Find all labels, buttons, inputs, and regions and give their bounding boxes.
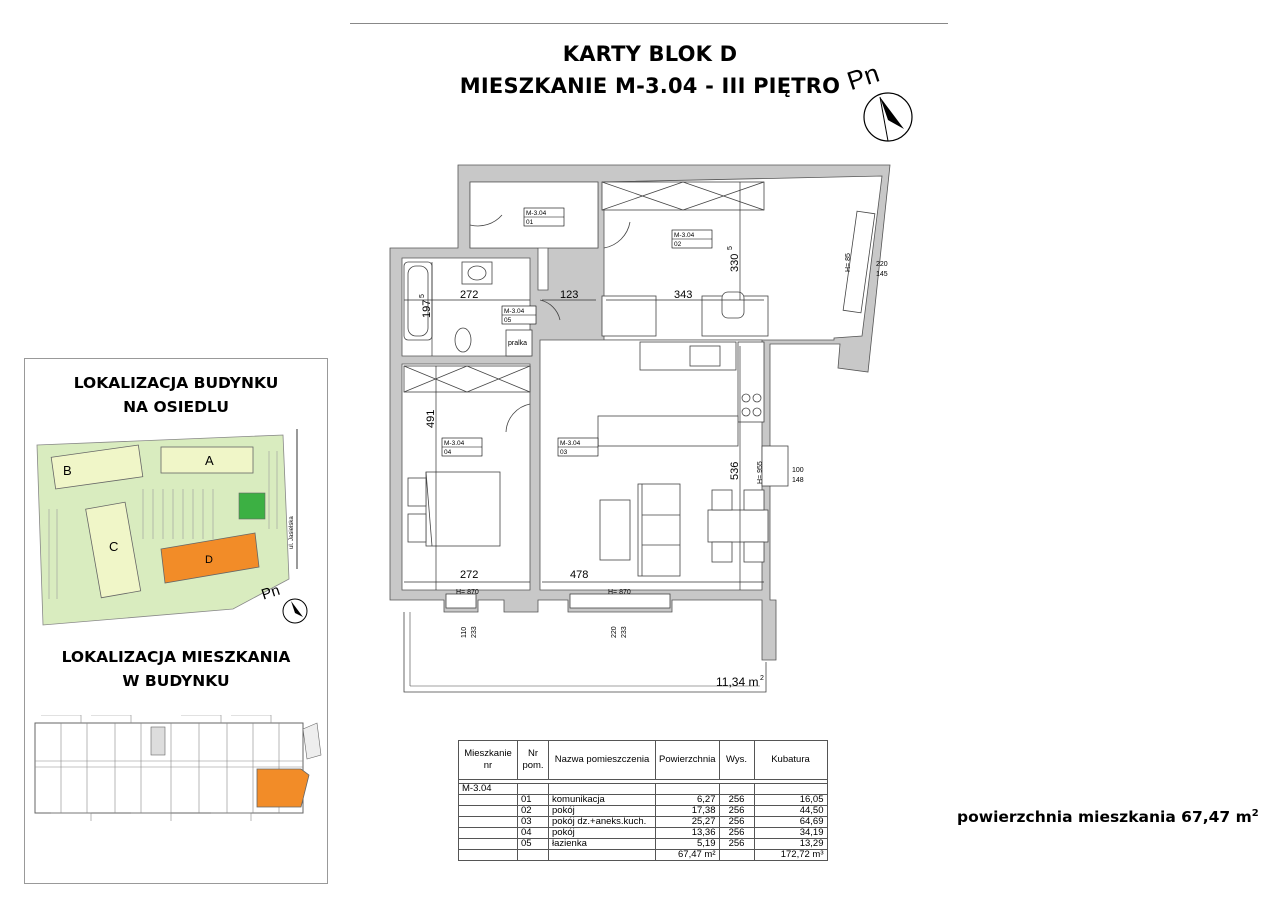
compass-needle-icon: [880, 97, 904, 129]
window-room03: [570, 594, 670, 608]
room-tag-04-nr: 04: [444, 449, 452, 456]
pralka-label: pralka: [508, 340, 528, 347]
toilet-icon: [455, 328, 471, 352]
building-label-c: C: [109, 539, 119, 554]
balcony-area: 11,34 m: [716, 675, 759, 689]
svg-text:148: 148: [792, 477, 804, 484]
desk-room02: [602, 296, 656, 336]
window-room04: [446, 594, 476, 608]
room-tag-03-nr: 03: [560, 449, 568, 456]
north-label: Pn: [843, 57, 883, 97]
room-tag-02-nr: 02: [674, 241, 682, 248]
building-label-d: D: [205, 554, 213, 566]
svg-text:233: 233: [471, 626, 478, 638]
apartment-row: M-3.04: [459, 784, 828, 795]
park-icon: [239, 493, 265, 519]
hob-icon: [742, 394, 750, 402]
room-tag-05-apt: M-3.04: [504, 308, 525, 315]
svg-text:H= 955: H= 955: [757, 461, 764, 484]
building-floor-plan: [31, 715, 323, 827]
page-title: KARTY BLOK D: [562, 42, 738, 66]
site-title-1: LOKALIZACJA BUDYNKU: [73, 374, 279, 392]
building-title-1: LOKALIZACJA MIESZKANIA: [61, 648, 291, 666]
svg-text:220: 220: [876, 261, 888, 268]
total-volume: 172,72 m³: [754, 850, 827, 861]
room-table-header: Mieszkanie nr Nr pom. Nazwa pomieszczenia Powierzchnia Wys. Kubatura: [459, 741, 828, 780]
table-total-row: [459, 850, 828, 861]
dim-491: 491: [425, 409, 437, 428]
total-area: 67,47 m²: [656, 850, 720, 861]
coffee-table: [600, 500, 630, 560]
dim-343: 343: [674, 289, 693, 301]
table-row: 02 pokój 17,38 256 44,50: [459, 806, 828, 817]
kitchen-sink-icon: [690, 346, 720, 366]
room-table: [458, 740, 828, 861]
room-tag-02-apt: M-3.04: [674, 232, 695, 239]
bed-icon: [426, 472, 500, 546]
apartment-area-summary: powierzchnia mieszkania 67,47 $m^2$: [957, 808, 1259, 827]
table-row: 04 pokój 13,36 256 34,19: [459, 828, 828, 839]
svg-text:5: 5: [727, 246, 734, 250]
svg-text:5: 5: [419, 294, 426, 298]
dim-197: 197: [421, 299, 433, 318]
window-room03-side: [762, 446, 788, 486]
site-north-label: Pn: [259, 581, 283, 604]
svg-text:145: 145: [876, 271, 888, 278]
dim-536: 536: [729, 461, 741, 480]
page-subtitle: MIESZKANIE M-3.04 - III PIĘTRO: [459, 74, 841, 98]
balcony-area-sup: 2: [760, 675, 764, 682]
table-row: 03 pokój dz.+aneks.kuch. 25,27 256 64,69: [459, 817, 828, 828]
balcony-outline: [404, 612, 766, 692]
dim-272-bath: 272: [460, 289, 479, 301]
room-tag-01-apt: M-3.04: [526, 210, 547, 217]
building-label-b: B: [63, 463, 72, 478]
wardrobe-room04: [404, 366, 530, 392]
site-plan: [33, 429, 323, 629]
room-tag-03-apt: M-3.04: [560, 440, 581, 447]
kitchen-island: [598, 416, 738, 446]
building-title-2: W BUDYNKU: [122, 672, 230, 690]
north-compass: [840, 55, 930, 150]
location-panel: [24, 358, 328, 884]
room-tag-05-nr: 05: [504, 317, 512, 324]
table-row: 01 komunikacja 6,27 256 16,05: [459, 795, 828, 806]
svg-text:100: 100: [792, 467, 804, 474]
dim-272-room: 272: [460, 569, 479, 581]
svg-text:233: 233: [621, 626, 628, 638]
apartment-highlight: [257, 769, 309, 807]
dim-123: 123: [560, 289, 579, 301]
dim-478: 478: [570, 569, 589, 581]
room-tag-04-apt: M-3.04: [444, 440, 465, 447]
dim-330: 330: [729, 253, 741, 272]
floor-plan: [380, 160, 920, 700]
top-rule: [350, 23, 948, 24]
sofa-icon: [638, 484, 680, 576]
street-label: ul. Jasielska: [289, 516, 295, 549]
site-title-2: NA OSIEDLU: [123, 398, 229, 416]
table-row: 05 łazienka 5,19 256 13,29: [459, 839, 828, 850]
chair-icon: [722, 292, 744, 318]
svg-text:H= 85: H= 85: [845, 253, 852, 272]
svg-text:110: 110: [461, 626, 468, 638]
room-tag-01-nr: 01: [526, 219, 534, 226]
dining-table: [708, 510, 768, 542]
svg-text:220: 220: [611, 626, 618, 638]
kitchen-counter: [640, 342, 736, 370]
svg-text:H= 870: H= 870: [456, 589, 479, 596]
svg-text:H= 870: H= 870: [608, 589, 631, 596]
building-label-a: A: [205, 453, 214, 468]
